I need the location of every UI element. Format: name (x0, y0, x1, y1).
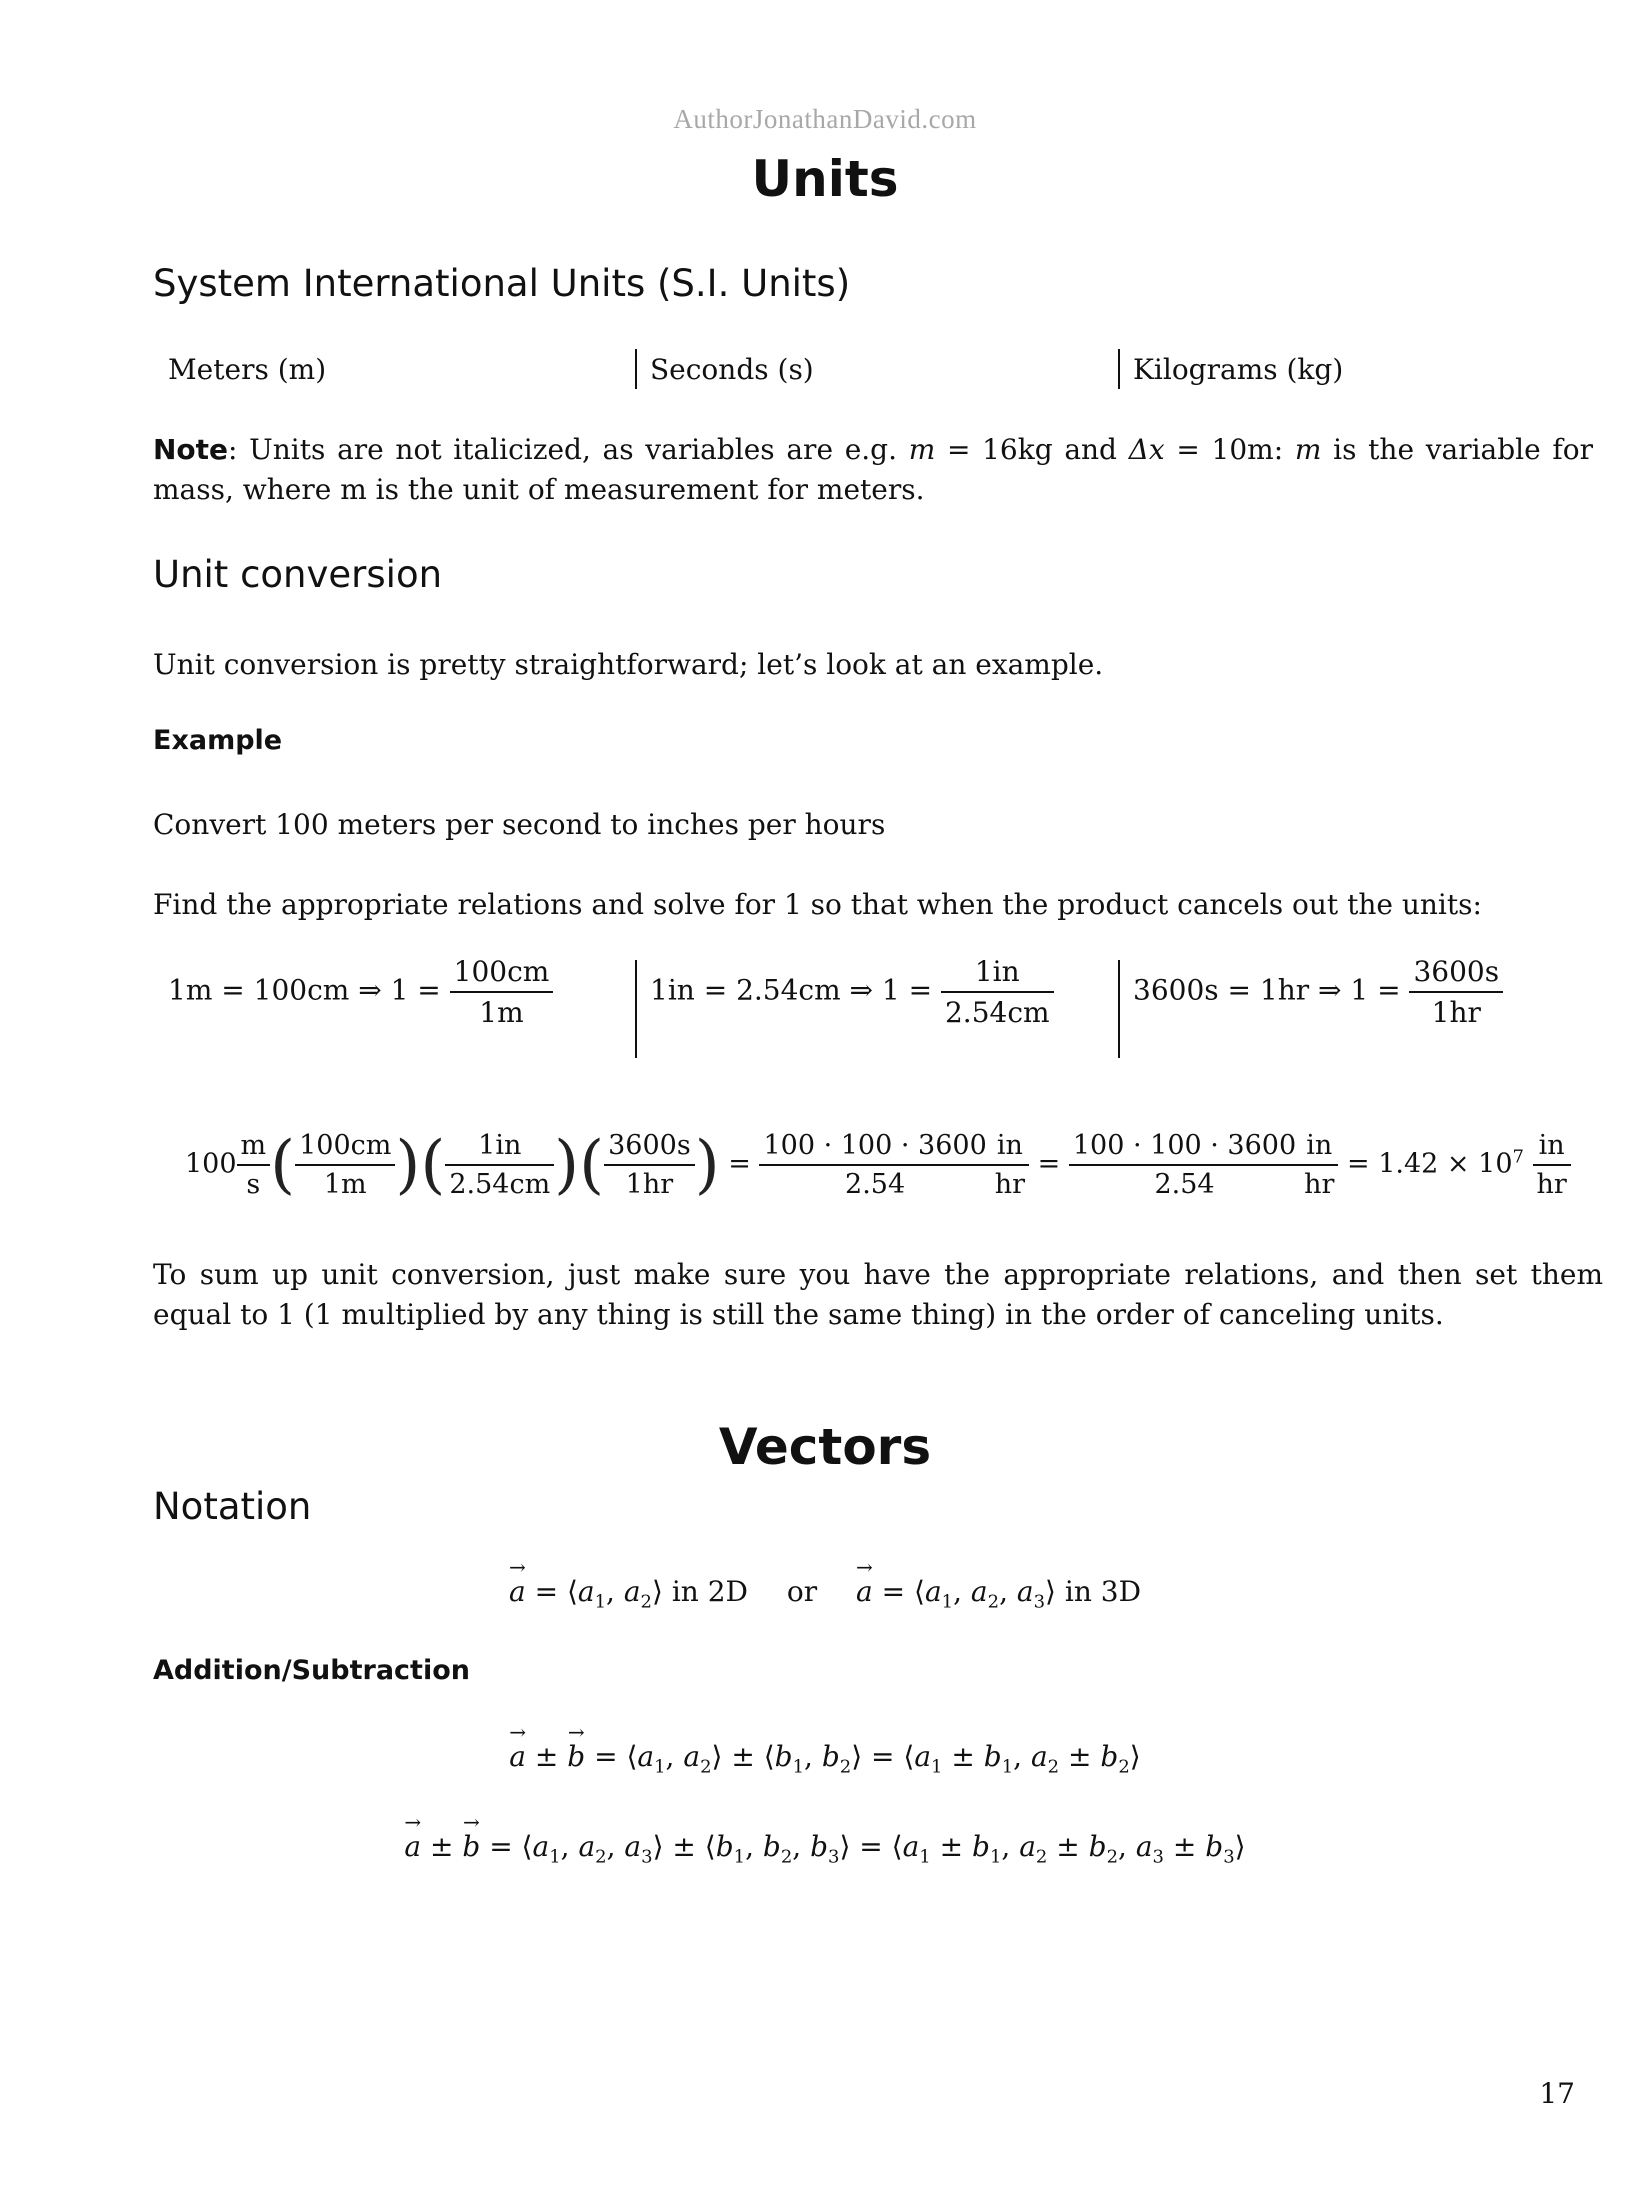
note-text-b: is the variable for mass, where m is the unit of measurement for meters. (153, 433, 1593, 506)
relation-meters-num: 100cm (450, 955, 554, 993)
vector-b: → b (462, 1830, 480, 1863)
si-heading: System International Units (S.I. Units) (153, 262, 851, 305)
relation-inches-fraction (941, 955, 1054, 1029)
relation-hours-den: 1hr (1431, 996, 1481, 1029)
notation-2d-label: in 2D (671, 1575, 748, 1608)
si-divider-2 (1118, 349, 1120, 389)
calc-frac-product-2-num: 100 · 100 · 3600 (1069, 1130, 1300, 1166)
calc-frac-in (445, 1130, 554, 1200)
vector-addition-2d: → a ± → $b = ⟨a_1$, $a_2⟩$ ± $⟨b_1$, $b_2⟩$ = $⟨a_1 \pm b_1$, $a_2$ ± $b_2⟩$ (0, 1740, 1650, 1778)
calc-frac-product-1-den: 2.54 (845, 1169, 906, 1200)
relation-hours-num: 3600s (1409, 955, 1503, 993)
calc-frac-inhr-2 (1300, 1130, 1338, 1200)
calc-frac-s-den: 1hr (625, 1169, 674, 1200)
relation-inches (650, 955, 1054, 1029)
paren-open: ( (270, 1128, 296, 1202)
notation-equation: → $a = ⟨a_1$, $a_2⟩$ in 2D or → $a = ⟨a_1$, $a_2$, $a_3⟩$ in 3D (0, 1575, 1650, 1613)
note-var-m2: m (1294, 433, 1322, 466)
calc-lead: 100 (185, 1148, 237, 1180)
note-paragraph (153, 430, 1593, 510)
units-title: Units (751, 150, 899, 208)
calc-frac-product-1-num: 100 · 100 · 3600 (759, 1130, 990, 1166)
vector-a: → a (509, 1740, 526, 1773)
relation-hours (1133, 955, 1503, 1029)
calc-frac-inhr-3 (1533, 1130, 1571, 1200)
calc-frac-s (604, 1130, 695, 1200)
calc-frac-inhr-2-num: in (1300, 1130, 1338, 1166)
vector-b: → b (567, 1740, 585, 1773)
relation-meters-den: 1m (479, 996, 524, 1029)
relation-hours-fraction (1409, 955, 1503, 1029)
conversion-calculation (185, 1130, 1571, 1200)
relation-meters-lhs: 1m = 100cm ⇒ 1 = (168, 973, 450, 1007)
paren-open: ( (579, 1128, 605, 1202)
calc-frac-inhr-1 (991, 1130, 1029, 1200)
calc-frac-s-num: 3600s (604, 1130, 695, 1166)
vector-a: → a (509, 1575, 526, 1608)
calc-frac-cm (295, 1130, 395, 1200)
note-eq2: = 10m: (1164, 433, 1295, 466)
relation-meters (168, 955, 553, 1029)
calc-frac-ms (237, 1130, 271, 1200)
si-col-kilograms: Kilograms (kg) (1133, 353, 1344, 386)
calc-result-exponent: 7 (1512, 1146, 1524, 1168)
si-col-seconds: Seconds (s) (650, 353, 814, 386)
relation-divider-2 (1118, 960, 1120, 1058)
relation-inches-den: 2.54cm (944, 996, 1050, 1029)
calc-frac-product-2-den: 2.54 (1154, 1169, 1215, 1200)
relation-hours-lhs: 3600s = 1hr ⇒ 1 = (1133, 973, 1410, 1007)
page-number: 17 (1539, 2077, 1575, 2110)
example-heading: Example (153, 725, 283, 756)
si-divider-1 (635, 349, 637, 389)
relation-inches-num: 1in (941, 955, 1054, 993)
calc-frac-product-2 (1069, 1130, 1300, 1200)
unit-conversion-heading: Unit conversion (153, 553, 443, 596)
notation-or: or (786, 1575, 818, 1608)
note-var-m: m (908, 433, 936, 466)
note-label: Note (153, 433, 229, 466)
notation-heading: Notation (153, 1485, 312, 1528)
calc-frac-ms-den: s (246, 1169, 261, 1200)
vectors-title: Vectors (718, 1418, 932, 1476)
vector-addition-3d: → a ± → $b = ⟨a_1$, $a_2$, $a_3⟩$ ± $⟨b_1$, $b_2$, $b_3⟩$ = $⟨a_1 \pm b_1$, $a_2 \pm b_2$, $a_3$ ± $b_3⟩$ (0, 1830, 1650, 1868)
calc-frac-inhr-1-num: in (991, 1130, 1029, 1166)
relation-inches-lhs: 1in = 2.54cm ⇒ 1 = (650, 973, 941, 1007)
note-eq1: = 16kg and (935, 433, 1129, 466)
conversion-intro: Unit conversion is pretty straightforward; let’s look at an example. (153, 648, 1104, 681)
calc-frac-in-num: 1in (445, 1130, 554, 1166)
conversion-summary: To sum up unit conversion, just make sure you have the appropriate relations, and then set them equal to 1 (1 multiplied by any thing is still the same thing) in the order of canceling units. (153, 1258, 1603, 1331)
calc-result: = 1.42 × 10 (1347, 1148, 1513, 1180)
si-col-meters: Meters (m) (168, 353, 327, 386)
vector-a: → a (404, 1830, 421, 1863)
calc-frac-inhr-3-num: in (1533, 1130, 1571, 1166)
relation-meters-fraction (450, 955, 554, 1029)
vector-a: → a (856, 1575, 873, 1608)
note-text-a: : Units are not italicized, as variables are e.g. (228, 433, 909, 466)
note-var-dx: Δx (1128, 433, 1165, 466)
notation-3d-label: in 3D (1064, 1575, 1142, 1608)
calc-frac-inhr-1-den: hr (994, 1169, 1026, 1200)
addition-subtraction-heading: Addition/Subtraction (153, 1655, 470, 1686)
calc-frac-in-den: 2.54cm (449, 1169, 551, 1200)
watermark: AuthorJonathanDavid.com (673, 104, 977, 134)
calc-frac-inhr-3-den: hr (1536, 1169, 1567, 1200)
relation-divider-1 (635, 960, 637, 1058)
paren-close: ) (694, 1128, 720, 1202)
paren-close: ) (395, 1128, 421, 1202)
paren-close: ) (554, 1128, 580, 1202)
calc-equals-2: = (1037, 1148, 1061, 1180)
calc-frac-ms-num: m (237, 1130, 271, 1166)
find-relations-text: Find the appropriate relations and solve for 1 so that when the product cancels out the units: (153, 888, 1482, 921)
calc-frac-cm-num: 100cm (295, 1130, 395, 1166)
calc-frac-inhr-2-den: hr (1304, 1169, 1335, 1200)
example-text: Convert 100 meters per second to inches per hours (153, 808, 886, 841)
paren-open: ( (420, 1128, 446, 1202)
calc-equals-1: = (728, 1148, 751, 1180)
calc-frac-product-1 (759, 1130, 990, 1200)
calc-frac-cm-den: 1m (323, 1169, 367, 1200)
